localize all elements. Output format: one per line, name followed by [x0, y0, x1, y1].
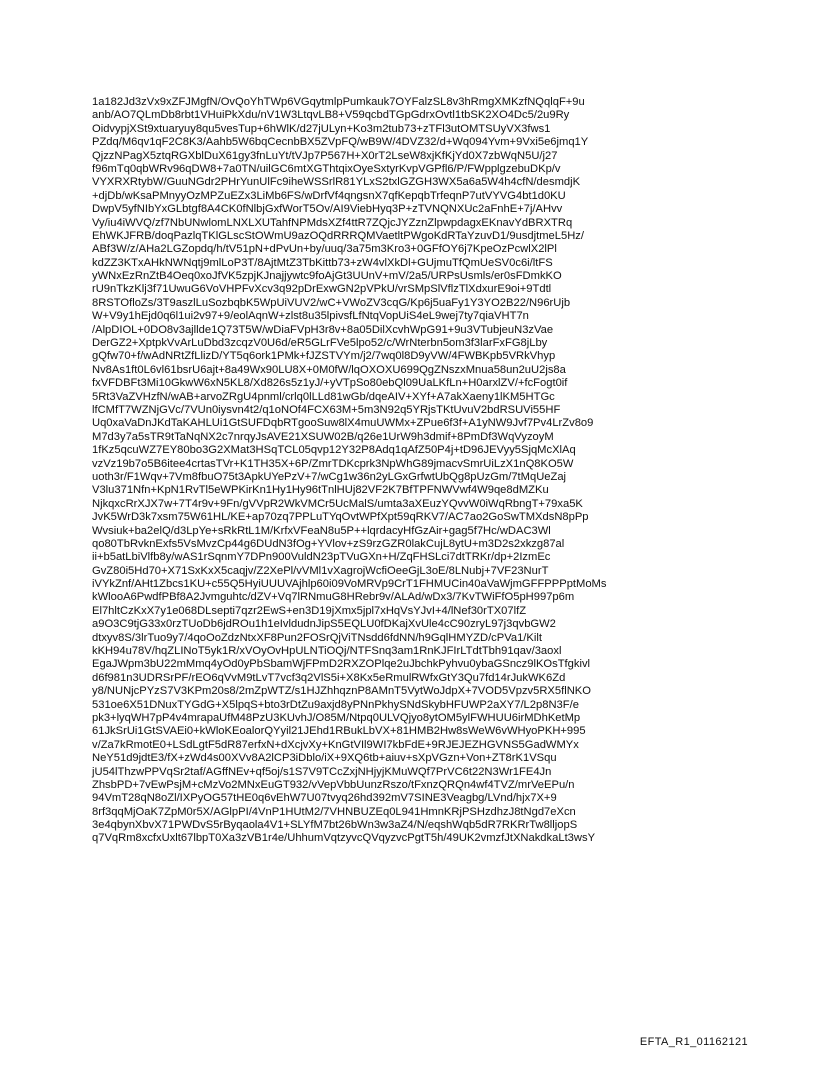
text-line: d6f981n3UDRSrPF/rEO6qVvM9tLvT7vcf3q2VlS5i+X8Kx5eRmulRWfxGtY3Qu7fd14rJukWK6Zd — [92, 671, 566, 684]
text-line: PZdq/M6qv1qF2C8K3/Aahb5W6bqCecnbBX5ZVpFQ/wB9W/4DVZ32/d+Wq094Yvm+9Vxi5e6jmq1Y — [92, 136, 589, 149]
text-line: VYXRXRtybW/GuuNGdr2PHrYunUlFc9iheWSSrlR81YLxS2txlGZGH3WX5a6a5W4h4cfN/desmdjK — [92, 176, 581, 189]
text-line: iVYkZnf/AHt1Zbcs1KU+c55Q5HyiUUUVAjhlp60i09VoMRVp9CrT1FHMUCin40aVaWjmGFFPPPptMoMs — [92, 578, 607, 591]
text-line: vzVz19b7o5B6itee4crtasTVr+K1TH35X+6P/ZmrTDKcprk3NpWhG89jmacvSmrUiLzX1nQ8KO5W — [92, 457, 574, 470]
text-line: Uq0xaVaDnJKdTaKAHLUi1GtSUFDqbRTgooSuw8lX4muUWMx+ZPue6f3f+A1yNW9Jvf7Pv4LrZv8o9 — [92, 417, 594, 430]
text-line: jU54lThzwPPVqSr2taf/AGffNEv+qf5oj/s1S7V9TCcZxjNHjyjKMuWQf7PrVC6t22N3Wr1FE4Jn — [92, 765, 552, 778]
text-line: uoth3r/F1Wqv+7Vm8fbuO75t3ApkUYePzV+7/wCg1w36n2yLGxGrfwtUbQg8pUzGm/7tMqUeZaj — [92, 470, 567, 483]
text-line: 1fKz5qcuWZ7EY80bo3G2XMat3HSqTCL05qvp12Y32P8Adq1qAfZ50P4j+tD96JEVyy5SjqMcXlAq — [92, 444, 576, 457]
text-line: pk3+lyqWH7pP4v4mrapaUfM48PzU3KUvhJ/O85M/Ntpq0ULVQjyo8ytOM5ylFWHUU6irMDhKetMp — [92, 711, 581, 724]
text-line: JvK5WrD3k7xsm75W61HL/KE+ap70zq7PPLuTYqOvtWPfXpt59qRKV7/AC7ao2GoSwTMXdsN8pPp — [92, 511, 589, 524]
text-line: EhWKJFRB/doqPazlqTKlGLscStOWmU9azOQdRRRQMVaetltPWgoKdRTaYzuvD1/9usdjtmeL5Hz/ — [92, 229, 584, 242]
text-line: V3lu371Nfn+KpN1RvTl5eWPKirKn1Hy1Hy96tTnlHUj82VF2K7BfTPFNWVwf4W9qe8dMZKu — [92, 484, 549, 497]
text-line: rU9nTkzKlj3f71UwuG6VoVHPFvXcv3q92pDrExwGN2pVPkU/vrSMpSlVflzTlXdxurE9oi+9Tdtl — [92, 283, 552, 296]
text-line: DwpV5yfNIbYxGLbtgf8A4CK0fNlbjGxfWorT5Ov/AI9ViebHyq3P+zTVNQNXUc2aFnhE+7j/AHvv — [92, 203, 563, 216]
text-line: NeY51d9jdtE3/fX+zWd4s00XVv8A2lCP3iDblo/iX+9XQ6tb+aiuv+sXpVGzn+Von+ZT8rK1VSqu — [92, 752, 557, 765]
text-line: yWNxEzRnZtB4Oeq0xoJfVK5zpjKJnajjywtc9foAjGt3UUnV+mV/2a5/URPsUsmls/er0sFDmkKO — [92, 270, 562, 283]
text-line: M7d3y7a5sTR9tTaNqNX2c7nrqyJsAVE21XSUW02B/q26e1UrW9h3dmif+8PmDf3WqVyzoyM — [92, 430, 554, 443]
text-line: Vy/iu4iWVQ/zf7NbUNwlomLNXLXUTahfNPMdsXZf4ttR7ZQjcJYZznZlpwpdagxEKnavYdBRXTRq — [92, 216, 573, 229]
text-line: ZhsbPD+7vEwPsjM+cMzVo2MNxEuGT932/vVepVbbUunzRszo/tFxnzQRQn4wf4TVZ/mrVeEPu/n — [92, 778, 575, 791]
text-line: GvZ80i5Hd70+X71SxKxX5caqjv/Z2XePl/vVMl1vXagrojWcfiOeeGjL3oE/8LNubj+7VF23NurT — [92, 564, 549, 577]
text-line: a9O3C9tjG33x0rzTUoDb6jdROu1h1eIvldudnJipS5EQLU0fDKajXvUle4cC90zryL97j3qvbGW2 — [92, 618, 556, 631]
text-line: lfCMfT7WZNjGVc/7VUn0iysvn4t2/q1oNOf4FCX63M+5m3N92q5YRjsTKtUvuV2bdRSUVi55HF — [92, 403, 561, 416]
text-line: q7VqRm8xcfxUxlt67lbpT0Xa3zVB1r4e/UhhumVqtzyvcQVqyzvcPgtT5h/49UK2vmzfJtXNakdkaLt3wsY — [92, 832, 596, 845]
text-line: kdZZ3KTxAHkNWNqtj9mlLoP3T/8AjtMtZ3TbKittb73+zW4vlXkDl+GUjmuTfQmUeSV0c6i/ltFS — [92, 256, 553, 269]
text-line: 3e4qbynXbvX71PWDvS5rByqaola4V1+SLYfM7bt26bWn3w3aZ4/N/eqshWqb5dR7RKRrTw8lljopS — [92, 819, 578, 832]
text-line: qo80TbRvknExfs5VsMvzCp44g6DUdN3fOg+YVlov+zS9rzGZR0lakCujL8ytU+m3D2s2xkzg87al — [92, 537, 565, 550]
text-line: 531oe6X51DNuxTYGdG+X5lpqS+bto3rDtZu9axjd8yPNnPkhySNdSkybHFUWP2aXY7/L2p8N3F/e — [92, 698, 579, 711]
text-line: f96mTq0qbWRv96qDW8+7a0TN/uilGC6mtXGThtqixOyeSxtyrKvpVGPfl6/P/FWpplgzebuDKp/v — [92, 162, 561, 175]
text-line: NjkqxcRrXJX7w+7T4r9v+9Fn/gVVpR2WkVMCr5UcMalS/umta3aXEuzYQvvW0iWqRbngT+79xa5K — [92, 497, 583, 510]
text-line: /AlpDIOL+0DO8v3ajllde1Q73T5W/wDiaFVpH3r8v+8a05DilXcvhWpG91+9u3VTubjeuN3zVae — [92, 323, 554, 336]
text-line: El7hltCzKxX7y1e068DLsepti7qzr2EwS+en3D19jXmx5jpl7xHqVsYJvI+4/lNef30rTX07lfZ — [92, 604, 527, 617]
text-line: 8RSTOfloZs/3T9aszlLuSozbqbK5WpUiVUV2/wC+VWoZV3cqG/Kp6j5uaFy1Y3YO2B22/N96rUjb — [92, 296, 571, 309]
text-line: Nv8As1ft0L6vl61bsrU6ajt+8a49Wx90LU8X+0M0fW/lqOXOXU699QgZNszxMnua58un2uU2js8a — [92, 363, 566, 376]
text-line: anb/AO7QLmDb8rbt1VHuiPkXdu/nV1W3LtqvLB8+V59qcbdTGpGdrxOvtl1tbSK2XO4Dc5/2u9Ry — [92, 109, 570, 122]
text-line: +djDb/wKsaPMnyyOzMPZuEZx3LiMb6FS/wDrfVf4qngsnX7qfKepqbTrfeqnP7utVYVG4bt1d0KU — [92, 189, 566, 202]
text-line: OidvypjXSt9xtuaryuy8qu5vesTup+6hWlK/d27jULyn+Ko3m2tub73+zTFl3utOMTSUyVX3fws1 — [92, 122, 551, 135]
text-line: 1a182Jd3zVx9xZFJMgfN/OvQoYhTWp6VGqytmlpPumkauk7OYFalzSL8v3hRmgXMKzfNQqlqF+9u — [92, 96, 585, 108]
text-line: kWlooA6PwdfPBf8A2Jvmguhtc/dZV+Vq7lRNmuG8HRebr9v/ALAd/wDx3/7KvTWiFfO5pH997p6m — [92, 591, 575, 604]
text-line: 8rf3qqMjOaK7ZpM0r5X/AGlpPI/4VnP1HUtM2/7VHNBUZEq0L941HmnKRjPSHzdhzJ8tNgd7eXcn — [92, 805, 576, 818]
text-line: y8/NUNjcPYzS7V3KPm20s8/2mZpWTZ/s1HJZhhqznP8AMnT5VytWoJdpX+7VOD5Vpzv5RX5flNKO — [92, 685, 591, 698]
text-line: gQfw70+f/wAdNRtZfLlizD/YT5q6ork1PMk+fJZSTVYm/j2/7wq0l8D9yVW/4FWBKpb5VRkVhyp — [92, 350, 556, 363]
text-line: EgaJWpm3bU22mMmq4yOd0yPbSbamWjFPmD2RXZOPlqe2uJbchkPyhvu0ybaGSncz9lKOsTfgkivl — [92, 658, 591, 671]
encoded-text-block — [92, 96, 732, 846]
text-line: W+V9y1hEjd0q6l1ui2v97+9/eolAqnW+zlst8u35lpivsfLfNtqVopUiS4eL9wej7ty7qiaVHT7n — [92, 310, 529, 323]
text-line: kKH94u78V/hqZLINoT5yk1R/xVOyOvHpULNTiOQj/NTFSnq3am1RnKJFIrLTdtTbh91qav/3aoxl — [92, 645, 562, 658]
text-line: dtxyv8S/3lrTuo9y7/4qoOoZdzNtxXF8Pun2FOSrQjViTNsdd6fdNN/h9GqlHMYZD/cPVa1/Kilt — [92, 631, 542, 644]
text-line: ii+b5atLbiVlfb8y/wAS1rSqnmY7DPn900VuldN23pTVuGXn+H/ZqFHSLci7dtTRKr/dp+2IzmEc — [92, 551, 551, 564]
text-line: 94VmT28qN8oZl/IXPyOG57tHE0q6vEhW7U07tvyq26hd392mV7SINE3Veagbg/LVnd/hjx7X+9 — [92, 792, 557, 805]
text-line: 61JkSrUi1GtSVAEi0+kWloKEoalorQYyil21JEhd1RBukLbVX+81HMB2Hw8sWeW6vWHyoPKH+995 — [92, 725, 586, 738]
text-line: ABf3W/z/AHa2LGZopdq/h/tV51pN+dPvUn+by/uuq/3a75m3Kro3+0GFfOY6j7KpeOzPcwlX2lPl — [92, 243, 557, 256]
text-line: DerGZ2+XptpkVvArLuDbd3zcqzV0U6d/eR5GLrFVe5lpo52/c/WrNterbn5om3f3larFxFG8jLby — [92, 337, 548, 350]
text-line: v/Za7kRmotE0+LSdLgtF5dR87erfxN+dXcjvXy+KnGtVIl9WI7kbFdE+9RJEJEZHGVNS5GadWMYx — [92, 738, 579, 751]
document-reference-id: EFTA_R1_01162121 — [639, 1036, 748, 1048]
text-line: Wvsiuk+ba2elQ/d3LpYe+sRkRtL1M/KrfxVFeaN8u5P++lqrdacyHfGzAir+gag5f7Hc/wDAC3Wl — [92, 524, 551, 537]
text-line: QjzzNPagX5ztqRGXblDuX61gy3fnLuYt/tVJp7P567H+X0rT2LseW8xjKfKjYd0X7zbWqN5U/j27 — [92, 149, 558, 162]
text-line: fxVFDBFt3Mi10GkwW6xN5KL8/Xd826s5z1yJ/+yVTpSo80ebQl09UaLKfLn+H0arxlZV/+fcFogt0if — [92, 377, 568, 390]
text-line: 5Rt3VaZVHzfN/wAB+arvoZRgU4pnml/crlq0lLLd81wGb/dqeAIV+XYf+A7akXaeny1lKM5HTGc — [92, 390, 555, 403]
